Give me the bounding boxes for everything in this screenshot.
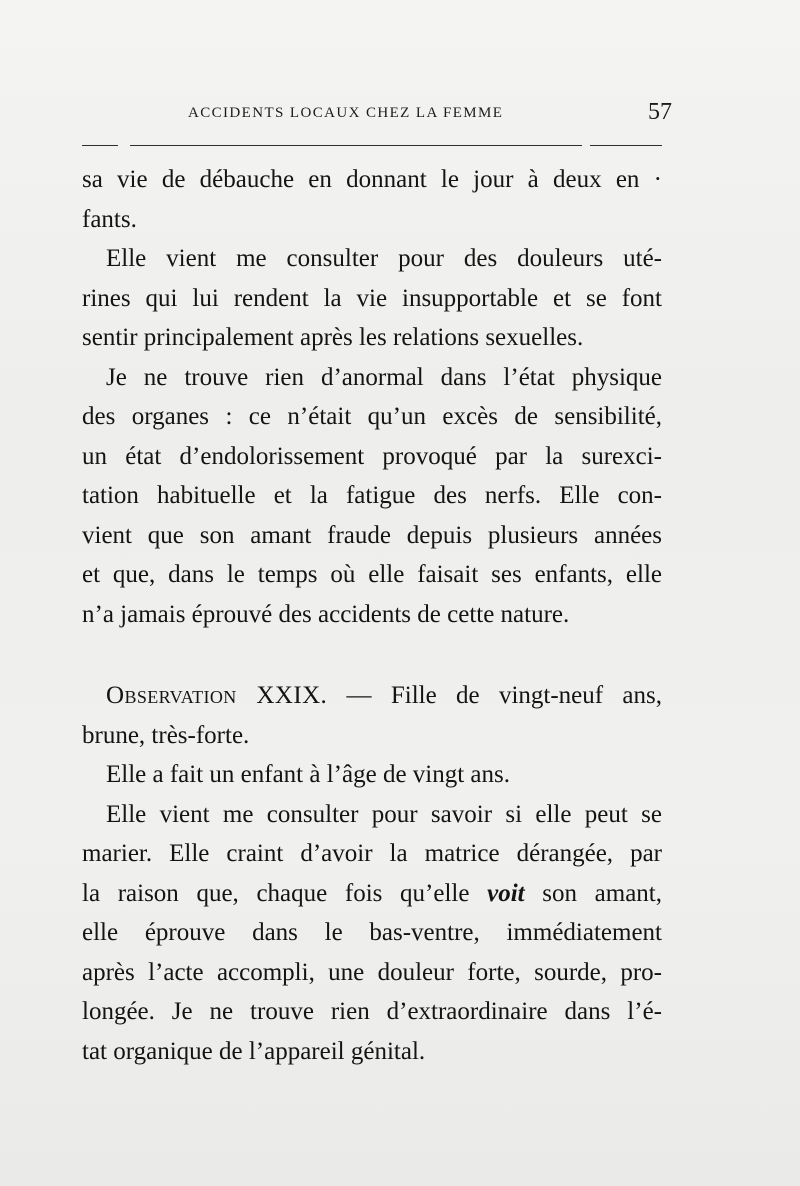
- paragraph-line-with-emphasis: [82, 874, 662, 914]
- paragraph-line: sa vie de débauche en donnant le jour à deux en ·: [82, 166, 662, 193]
- observation-paragraph: [82, 676, 662, 755]
- running-head: [150, 99, 672, 127]
- paragraph-line: et que, dans le temps où elle faisait ses enfants, elle: [82, 561, 662, 588]
- paragraph-line: Elle vient me consulter pour des douleurs uté-: [106, 245, 662, 272]
- paragraph-line: un état d’endolorissement provoqué par la surexci-: [82, 442, 662, 470]
- line-segment: la raison que, chaque fois qu’elle: [82, 879, 470, 907]
- paragraph-line: rines qui lui rendent la vie insupportable et se font: [82, 284, 662, 312]
- paragraph-line: Je ne trouve rien d’anormal dans l’état physique: [106, 363, 662, 391]
- paragraph-line: tation habituelle et la fatigue des nerfs. Elle con-: [82, 482, 662, 509]
- paragraph-line: sentir principalement après les relations sexuelles.: [82, 324, 584, 351]
- paragraph-line: marier. Elle craint d’avoir la matrice dérangée, par: [82, 840, 662, 867]
- paragraph-line: tat organique de l’appareil génital.: [82, 1037, 426, 1065]
- emphasized-word: voit: [487, 879, 525, 907]
- body-text: [82, 160, 662, 1071]
- paragraph-line: vient que son amant fraude depuis plusieurs années: [82, 521, 662, 549]
- paragraph-2: [82, 239, 662, 358]
- paragraph-6: [82, 795, 662, 1072]
- paragraph-line: elle éprouve dans le bas-ventre, immédiatement: [82, 919, 662, 946]
- paragraph-5: [82, 755, 662, 795]
- paragraph-line: Elle a fait un enfant à l’âge de vingt ans.: [106, 761, 511, 788]
- paragraph-line: Elle vient me consulter pour savoir si elle peut se: [106, 800, 662, 828]
- paragraph-line: brune, très-forte.: [82, 721, 250, 749]
- paragraph-1: [82, 160, 662, 239]
- running-title: ACCIDENTS LOCAUX CHEZ LA FEMME: [188, 105, 504, 121]
- observation-heading-rest: — Fille de vingt-neuf ans,: [327, 682, 662, 709]
- paragraph-line: fants.: [82, 205, 137, 233]
- header-rule: [82, 145, 662, 146]
- observation-heading: [82, 676, 662, 716]
- observation-label: Observation XXIX.: [106, 682, 328, 709]
- paragraph-line: n’a jamais éprouvé des accidents de cette nature.: [82, 600, 570, 628]
- page-number: 57: [648, 99, 672, 125]
- paragraph-line: après l’acte accompli, une douleur forte, sourde, pro-: [82, 958, 662, 986]
- line-segment: son amant,: [542, 879, 662, 907]
- paragraph-line: des organes : ce n’était qu’un excès de sensibilité,: [82, 403, 662, 430]
- paragraph-line: longée. Je ne trouve rien d’extraordinaire dans l’é-: [82, 998, 662, 1025]
- paragraph-3: [82, 358, 662, 635]
